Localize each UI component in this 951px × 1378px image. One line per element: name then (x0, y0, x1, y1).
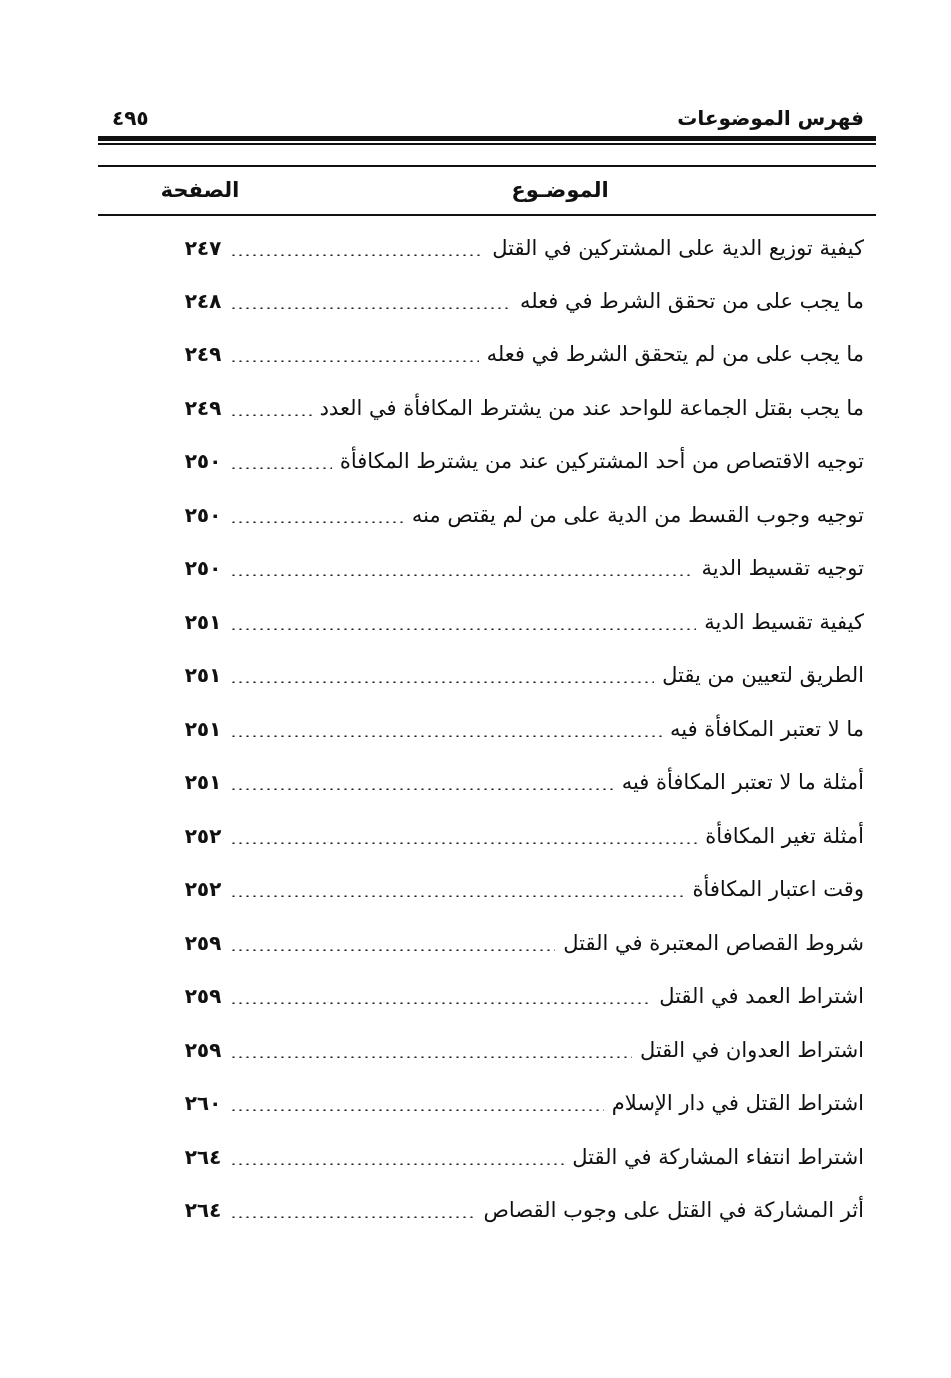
contents-row (98, 495, 876, 535)
entry-page: ٢٥٩ (184, 984, 222, 1008)
leader-dots (230, 1216, 476, 1218)
entry-page: ٢٥٠ (184, 449, 222, 473)
header-rule-thick (98, 136, 876, 141)
contents-row (98, 388, 876, 428)
entry-page: ٢٥٩ (184, 931, 222, 955)
entry-page: ٢٥٩ (184, 1038, 222, 1062)
contents-row (98, 281, 876, 321)
entry-title: شروط القصاص المعتبرة في القتل (563, 931, 864, 955)
leader-dots (230, 788, 614, 790)
leader-dots (230, 1109, 604, 1111)
leader-dots (230, 842, 697, 844)
leader-dots (230, 1002, 651, 1004)
entry-page: ٢٦٤ (184, 1198, 222, 1222)
leader-dots (230, 1056, 632, 1058)
contents-row (98, 1190, 876, 1230)
leader-dots (230, 360, 479, 362)
leader-dots (230, 735, 662, 737)
entry-title: وقت اعتبار المكافأة (692, 877, 864, 901)
leader-dots (230, 307, 512, 309)
entry-title: اشتراط العمد في القتل (659, 984, 864, 1008)
table-top-rule (98, 165, 876, 167)
contents-row (98, 709, 876, 749)
leader-dots (230, 895, 684, 897)
leader-dots (230, 574, 694, 576)
contents-row (98, 1083, 876, 1123)
entry-page: ٢٤٧ (184, 236, 222, 260)
contents-row (98, 334, 876, 374)
entry-title: اشتراط انتفاء المشاركة في القتل (572, 1145, 864, 1169)
entry-page: ٢٥١ (184, 770, 222, 794)
entry-page: ٢٤٩ (184, 396, 222, 420)
entry-page: ٢٥٢ (184, 824, 222, 848)
entry-title: أمثلة ما لا تعتبر المكافأة فيه (621, 770, 864, 794)
leader-dots (230, 681, 654, 683)
contents-row (98, 1137, 876, 1177)
contents-row (98, 602, 876, 642)
entry-page: ٢٥١ (184, 610, 222, 634)
entry-title: ما يجب على من تحقق الشرط في فعله (519, 289, 864, 313)
entry-title: أمثلة تغير المكافأة (705, 824, 864, 848)
column-header-rule (98, 214, 876, 216)
entry-title: ما لا تعتبر المكافأة فيه (669, 717, 864, 741)
entry-title: ما يجب على من لم يتحقق الشرط في فعله (486, 342, 864, 366)
entry-title: توجيه تقسيط الدية (701, 556, 864, 580)
entry-title: اشتراط القتل في دار الإسلام (611, 1091, 864, 1115)
entry-page: ٢٥٠ (184, 503, 222, 527)
leader-dots (230, 628, 696, 630)
running-head (98, 104, 876, 136)
contents-row (98, 548, 876, 588)
running-title: فهرس الموضوعات (677, 106, 864, 130)
entry-page: ٢٤٨ (184, 289, 222, 313)
entry-title: توجيه وجوب القسط من الدية على من لم يقتص منه (411, 503, 864, 527)
contents-row (98, 869, 876, 909)
contents-row (98, 228, 876, 268)
entry-title: الطريق لتعيين من يقتل (662, 663, 864, 687)
entry-title: اشتراط العدوان في القتل (639, 1038, 864, 1062)
entry-page: ٢٦٠ (184, 1091, 222, 1115)
contents-row (98, 976, 876, 1016)
entry-title: كيفية توزيع الدية على المشتركين في القتل (492, 236, 864, 260)
leader-dots (230, 521, 404, 523)
entry-title: ما يجب بقتل الجماعة للواحد عند من يشترط المكافأة في العدد (319, 396, 864, 420)
entry-page: ٢٦٤ (184, 1145, 222, 1169)
contents-row (98, 816, 876, 856)
column-header-page: الصفحة (160, 178, 240, 202)
entry-title: كيفية تقسيط الدية (704, 610, 864, 634)
entry-page: ٢٥٠ (184, 556, 222, 580)
entry-page: ٢٥١ (184, 663, 222, 687)
header-rule-thin (98, 143, 876, 145)
contents-row (98, 441, 876, 481)
contents-row (98, 655, 876, 695)
entry-page: ٢٤٩ (184, 342, 222, 366)
contents-row (98, 923, 876, 963)
leader-dots (230, 949, 555, 951)
entry-page: ٢٥١ (184, 717, 222, 741)
contents-row (98, 762, 876, 802)
entry-title: توجيه الاقتصاص من أحد المشتركين عند من يشترط المكافأة (339, 449, 864, 473)
column-header-subject: الموضـوع (511, 178, 609, 202)
entry-page: ٢٥٢ (184, 877, 222, 901)
contents-row (98, 1030, 876, 1070)
page-number: ٤٩٥ (112, 106, 149, 130)
leader-dots (230, 254, 484, 256)
entry-title: أثر المشاركة في القتل على وجوب القصاص (483, 1198, 864, 1222)
leader-dots (230, 1163, 564, 1165)
